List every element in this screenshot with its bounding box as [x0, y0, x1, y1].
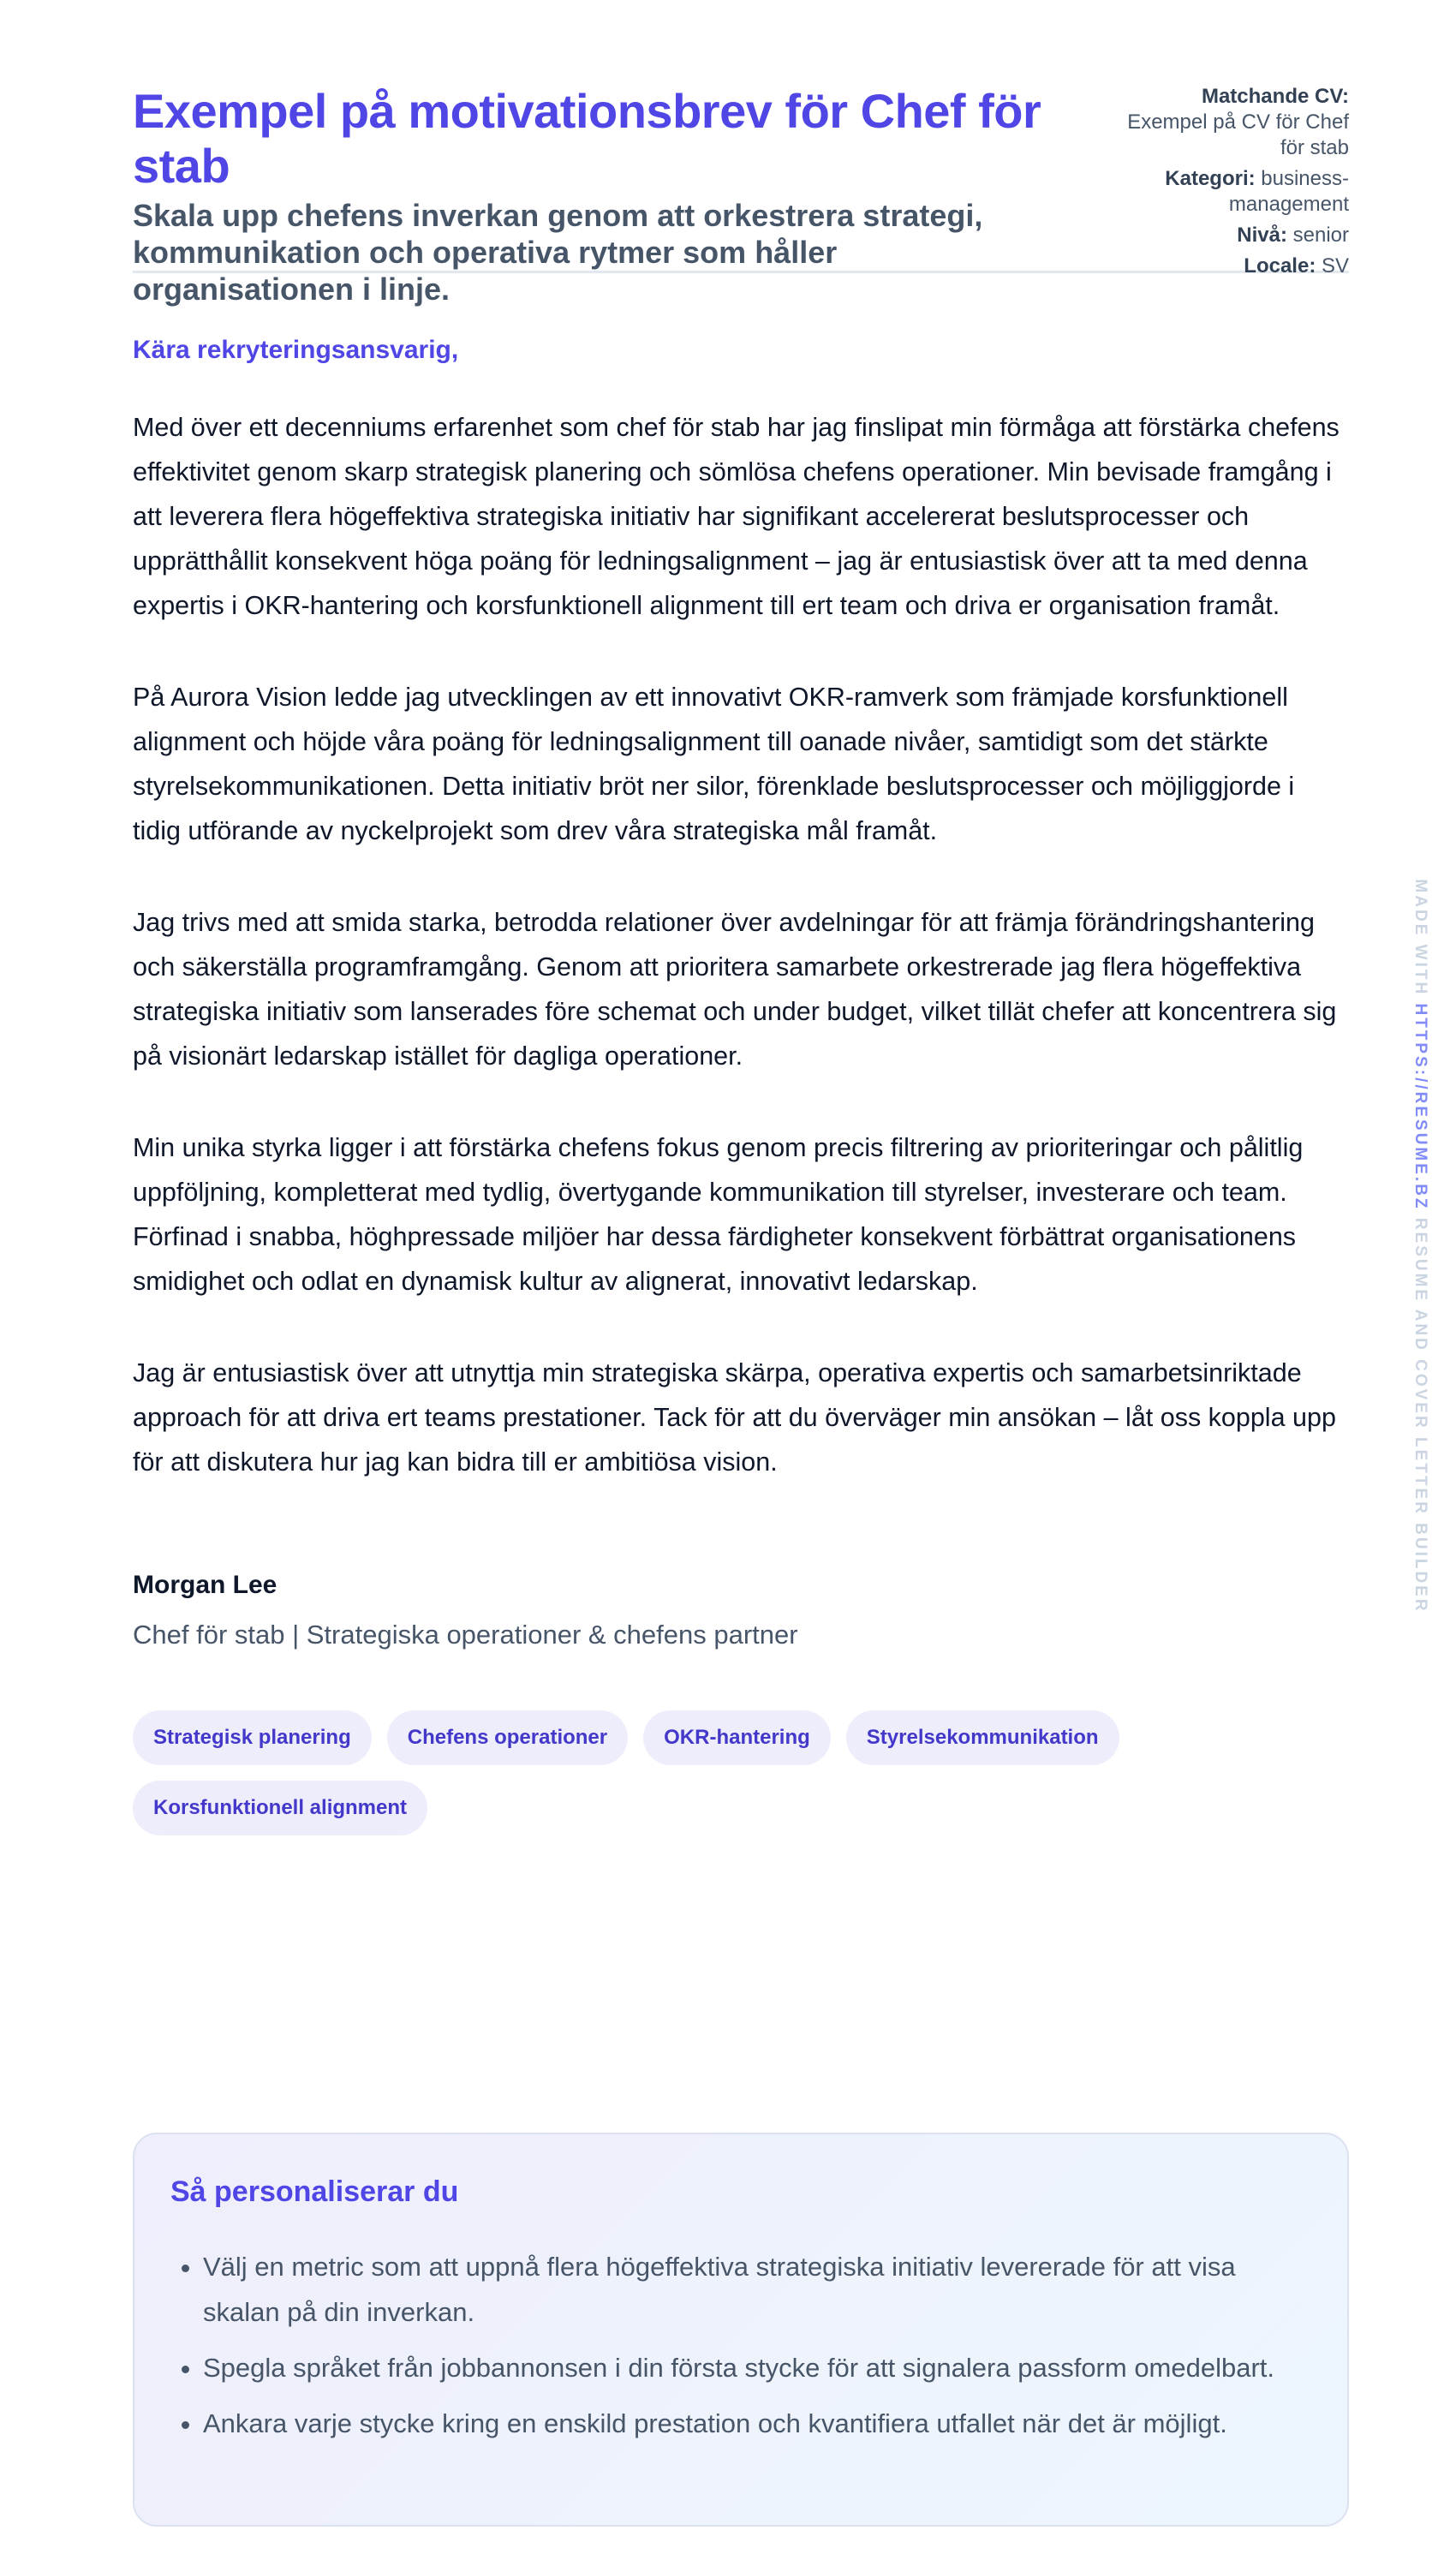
- tips-list-item: • Välj en metric som att uppnå flera högeffektiva strategiska initiativ levererade för att visa skalan på din inverkan.: [203, 2244, 1311, 2335]
- skill-tag[interactable]: Strategisk planering: [133, 1710, 372, 1765]
- meta-locale-value: SV: [1321, 254, 1349, 277]
- meta-category-label: Kategori:: [1165, 167, 1256, 190]
- meta-cv-label: Matchande CV:: [1201, 85, 1349, 108]
- meta-matching-cv: [1109, 84, 1349, 161]
- page-header: [133, 0, 1349, 307]
- page-subtitle: Skala upp chefens inverkan genom att orkestrera strategi, kommunikation och operativa rytmer som håller organisationen i linje.: [133, 198, 983, 307]
- letter-paragraph: Med över ett decenniums erfarenhet som chef för stab har jag finslipat min förmåga att förstärka chefens effektivitet genom skarp strategisk planering och sömlösa chefens operationer. Min bevisade framgång i att leverera flera högeffektiva strategiska initiativ har signifikant accelererat beslutsprocesser och upprätthållit konsekvent höga poäng för ledningsalignment – jag är entusiastisk över att ta med denna expertis i OKR-hantering och korsfunktionell alignment till ert team och driva er organisation framåt.: [133, 413, 1340, 620]
- meta-level: [1109, 223, 1349, 248]
- letter-paragraph: Jag trivs med att smida starka, betrodda relationer över avdelningar för att främja förändringshantering och säkerställa programframgång. Genom att prioritera samarbete orkestrerade jag flera högeffektiva strategiska initiativ som lanserades före schemat och under budget, vilket tillät chefer att koncentrera sig på visionärt ledarskap istället för dagliga operationer.: [133, 908, 1337, 1071]
- watermark-suffix: RESUME AND COVER LETTER BUILDER: [1411, 1217, 1429, 1614]
- meta-level-label: Nivå:: [1237, 224, 1287, 247]
- signature-role: Chef för stab | Strategiska operationer & chefens partner: [133, 1620, 798, 1650]
- letter-paragraph: Jag är entusiastisk över att utnyttja min strategiska skärpa, operativa expertis och samarbetsinriktade approach för att driva ert teams prestationer. Tack för att du överväger min ansökan – låt oss koppla upp för att diskutera hur jag kan bidra till er ambitiösa vision.: [133, 1358, 1336, 1477]
- cover-letter-page: [133, 0, 1349, 2438]
- meta-cv-link[interactable]: Exempel på CV för Chef för stab: [1127, 110, 1349, 159]
- letter-paragraph: Min unika styrka ligger i att förstärka chefens fokus genom precis filtrering av prioriteringar och pålitlig uppföljning, kompletterat med tydlig, övertygande kommunikation till styrelser, investerare och team. Förfinad i snabba, höghpressade miljöer har dessa färdigheter konsekvent förbättrat organisationens smidighet och odlat en dynamisk kultur av alignerat, innovativt ledarskap.: [133, 1133, 1304, 1296]
- signature-name: Morgan Lee: [133, 1571, 277, 1599]
- tips-list-item: • Spegla språket från jobbannonsen i din första stycke för att signalera passform omedelbart.: [203, 2345, 1311, 2390]
- letter-body: [133, 405, 1349, 1484]
- watermark-link[interactable]: HTTPS://RESUME.BZ: [1411, 1003, 1429, 1211]
- skill-tag[interactable]: Korsfunktionell alignment: [133, 1781, 427, 1835]
- tips-title: Så personaliserar du: [170, 2175, 459, 2208]
- meta-panel: [1109, 84, 1349, 284]
- personalization-tips-box: [133, 2133, 1349, 2527]
- watermark-prefix: MADE WITH: [1411, 879, 1429, 997]
- letter-paragraph: På Aurora Vision ledde jag utvecklingen av ett innovativt OKR-ramverk som främjade korsfunktionell alignment och höjde våra poäng för ledningsalignment till oanade nivåer, samtidigt som det stärkte styrelsekommunikationen. Detta initiativ bröt ner silor, förenklade beslutsprocesser och möjliggjorde i tidig utförande av nyckelprojekt som drev våra strategiska mål framåt.: [133, 683, 1295, 845]
- skill-tag[interactable]: OKR-hantering: [643, 1710, 831, 1765]
- tips-list-item: • Ankara varje stycke kring en enskild prestation och kvantifiera utfallet när det är möjligt.: [203, 2401, 1311, 2446]
- meta-level-value: senior: [1292, 224, 1349, 247]
- meta-locale: [1109, 254, 1349, 279]
- meta-category: [1109, 166, 1349, 218]
- skill-tag[interactable]: Chefens operationer: [387, 1710, 628, 1765]
- page-title: Exempel på motivationsbrev för Chef för stab: [133, 84, 1041, 193]
- meta-locale-label: Locale:: [1244, 254, 1316, 277]
- made-with-watermark: [1411, 879, 1429, 1613]
- skill-tags: [133, 1710, 1246, 1835]
- skill-tag[interactable]: Styrelsekommunikation: [846, 1710, 1119, 1765]
- meta-category-value: business-management: [1228, 167, 1349, 216]
- letter-greeting: Kära rekryteringsansvarig,: [133, 336, 459, 364]
- tips-list: [170, 2244, 1311, 2446]
